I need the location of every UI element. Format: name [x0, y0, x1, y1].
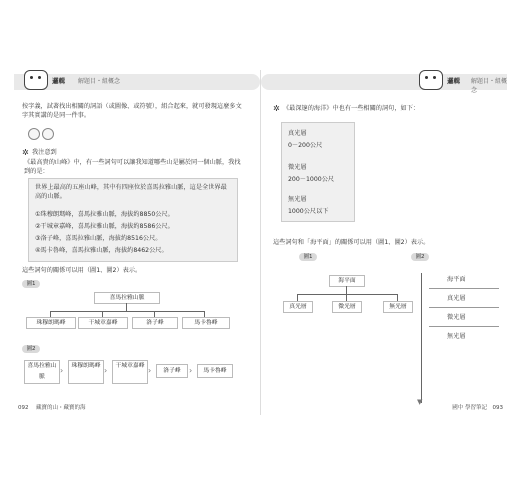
passage-text: 《最深邃的海洋》中也有一些相關的詞句，如下：: [283, 105, 420, 112]
relation-text: 這些詞句和「海平面」的關係可以用（圖1、圖2）表示。: [273, 239, 430, 246]
chain-node: 喜馬拉雅山脈: [24, 360, 60, 384]
zone-name: 微光層: [288, 164, 307, 171]
fig1-label: 圖1: [299, 253, 317, 261]
layer-label: 海平面: [447, 276, 466, 283]
tree-node: 洛子峰: [132, 317, 178, 329]
passage-text: 《最高貴的山峰》中，有一些詞句可以讓我知道哪些山是屬於同一個山脈，我找到的是：: [24, 159, 241, 175]
right-header-title: 邏輯: [447, 77, 460, 85]
connector: [346, 286, 347, 294]
connector: [397, 294, 398, 301]
left-header-title: 邏輯: [52, 77, 65, 85]
book-spread: [14, 70, 507, 415]
tree-node: 干城章嘉峰: [78, 317, 128, 329]
zone-box: [281, 122, 355, 222]
divider: [429, 326, 499, 327]
fig2-label: 圖2: [22, 345, 40, 353]
left-page: [14, 70, 261, 415]
zone-depth: 0－200公尺: [288, 142, 323, 149]
mascot-icon: [24, 70, 48, 90]
layer-label: 微光層: [447, 314, 466, 321]
quote-box: [28, 178, 238, 262]
arrow-icon: ›: [148, 366, 152, 375]
connector: [50, 311, 204, 312]
star-icon: ✲: [22, 148, 29, 157]
arrow-icon: ›: [60, 366, 64, 375]
tree-root: 海平面: [329, 275, 365, 287]
depth-arrow: [421, 273, 422, 403]
tree-node: 馬卡魯峰: [182, 317, 230, 329]
fig1-label: 圖1: [22, 280, 40, 288]
connector: [126, 303, 127, 311]
connector: [346, 294, 347, 301]
fig2-label: 圖2: [411, 253, 429, 261]
pencil-icon: [42, 128, 54, 140]
right-page-title: 國中 學習筆記: [452, 405, 487, 411]
layer-label: 真光層: [447, 295, 466, 302]
relation-text: 這些詞句的關係可以用（圖1、圖2）表示。: [22, 267, 142, 274]
owl-icon: [28, 128, 40, 140]
zone-name: 真光層: [288, 130, 307, 137]
connector: [297, 294, 298, 301]
divider: [429, 307, 499, 308]
note-label: 我注意到: [32, 149, 57, 156]
tree-node: 無光層: [383, 301, 413, 313]
tree-node: 真光層: [283, 301, 313, 313]
chain-node: 洛子峰: [156, 364, 188, 378]
tree-node: 微光層: [332, 301, 362, 313]
zone-depth: 200－1000公尺: [288, 176, 335, 183]
star-icon: ✲: [273, 104, 280, 113]
chain-node: 馬卡魯峰: [197, 364, 233, 378]
left-header-subtitle: 解題目・組概念: [78, 78, 121, 85]
list-item: ③洛子峰，喜馬拉雅山脈，海拔約8516公尺。: [35, 235, 162, 242]
connector: [297, 294, 397, 295]
right-page-number: 093: [492, 405, 503, 411]
list-item: ①珠穆朗瑪峰，喜馬拉雅山脈，海拔約8850公尺。: [35, 211, 174, 218]
left-page-title: 藏寶的山・藏寶的海: [36, 405, 86, 411]
arrow-icon: ›: [189, 366, 193, 375]
list-item: ②干城章嘉峰，喜馬拉雅山脈，海拔約8586公尺。: [35, 223, 174, 230]
zone-name: 無光層: [288, 196, 307, 203]
layer-label: 無光層: [447, 333, 466, 340]
quote-text: 世界上最高的五座山峰，其中有四座位於喜馬拉雅山脈，這是全世界最高的山脈。: [35, 184, 227, 200]
left-page-number: 092: [18, 405, 29, 411]
divider: [429, 288, 499, 289]
zone-depth: 1000公尺以下: [288, 208, 329, 215]
arrow-icon: ›: [104, 366, 108, 375]
intro-text: 按字義，試著找出相關的詞語（或圖像、或符號），組合起來，就可發現這麼多文字其實講的是同一件事。: [22, 103, 242, 119]
chain-node: 干城章嘉峰: [112, 360, 148, 384]
mascot-icon: [419, 70, 443, 90]
tree-node: 珠穆朗瑪峰: [26, 317, 76, 329]
arrow-down-icon: ▼: [417, 398, 423, 406]
right-header-subtitle: 解題目・組概念: [471, 78, 508, 94]
tree-root: 喜馬拉雅山脈: [94, 292, 160, 304]
list-item: ④馬卡魯峰，喜馬拉雅山脈，海拔約8462公尺。: [35, 247, 168, 254]
chain-node: 珠穆朗瑪峰: [68, 360, 104, 384]
right-page: [261, 70, 507, 415]
left-header-bar: [14, 74, 260, 90]
